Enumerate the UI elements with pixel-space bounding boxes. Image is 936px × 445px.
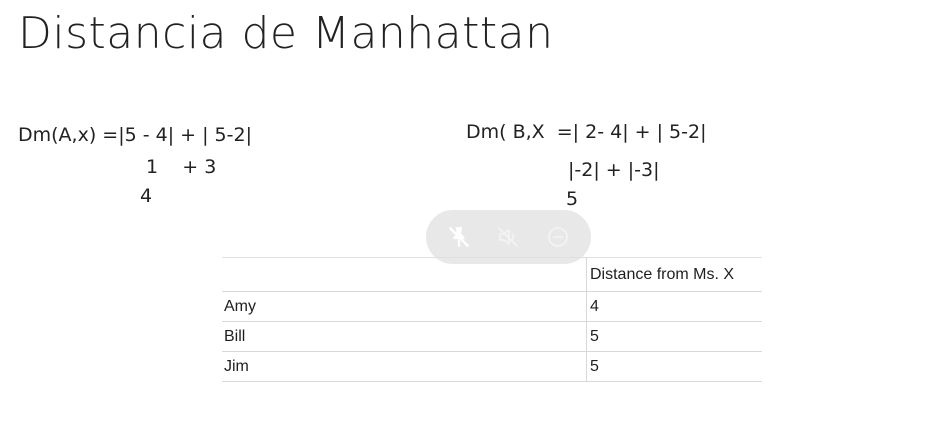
table-row <box>222 322 762 352</box>
table-header-row <box>222 258 762 292</box>
name-cell: Jim <box>222 352 587 382</box>
table-row <box>222 352 762 382</box>
header-name-cell <box>222 258 587 292</box>
left-calc-line-1: Dm(A,x) =|5 - 4| + | 5-2| <box>18 124 252 146</box>
distance-cell: 5 <box>587 322 763 352</box>
mute-button[interactable] <box>491 220 525 254</box>
name-cell: Bill <box>222 322 587 352</box>
table-row <box>222 292 762 322</box>
name-cell: Amy <box>222 292 587 322</box>
remove-button[interactable] <box>541 220 575 254</box>
left-calc-line-2: 1 + 3 <box>146 156 217 178</box>
right-calc-line-2: |-2| + |-3| <box>568 159 660 181</box>
unpin-button[interactable] <box>442 220 476 254</box>
pin-off-icon <box>446 224 472 250</box>
distance-cell: 5 <box>587 352 763 382</box>
minus-circle-icon <box>546 225 570 249</box>
left-calc-line-3: 4 <box>140 185 153 207</box>
mute-icon <box>496 225 520 249</box>
distance-cell: 4 <box>587 292 763 322</box>
right-calc-line-1: Dm( B,X =| 2- 4| + | 5-2| <box>466 121 707 143</box>
distance-table <box>222 257 762 382</box>
page-title: Distancia de Manhattan <box>18 8 554 59</box>
floating-media-controls <box>426 210 591 264</box>
right-calc-line-3: 5 <box>566 188 579 210</box>
header-distance-cell: Distance from Ms. X <box>587 258 763 292</box>
